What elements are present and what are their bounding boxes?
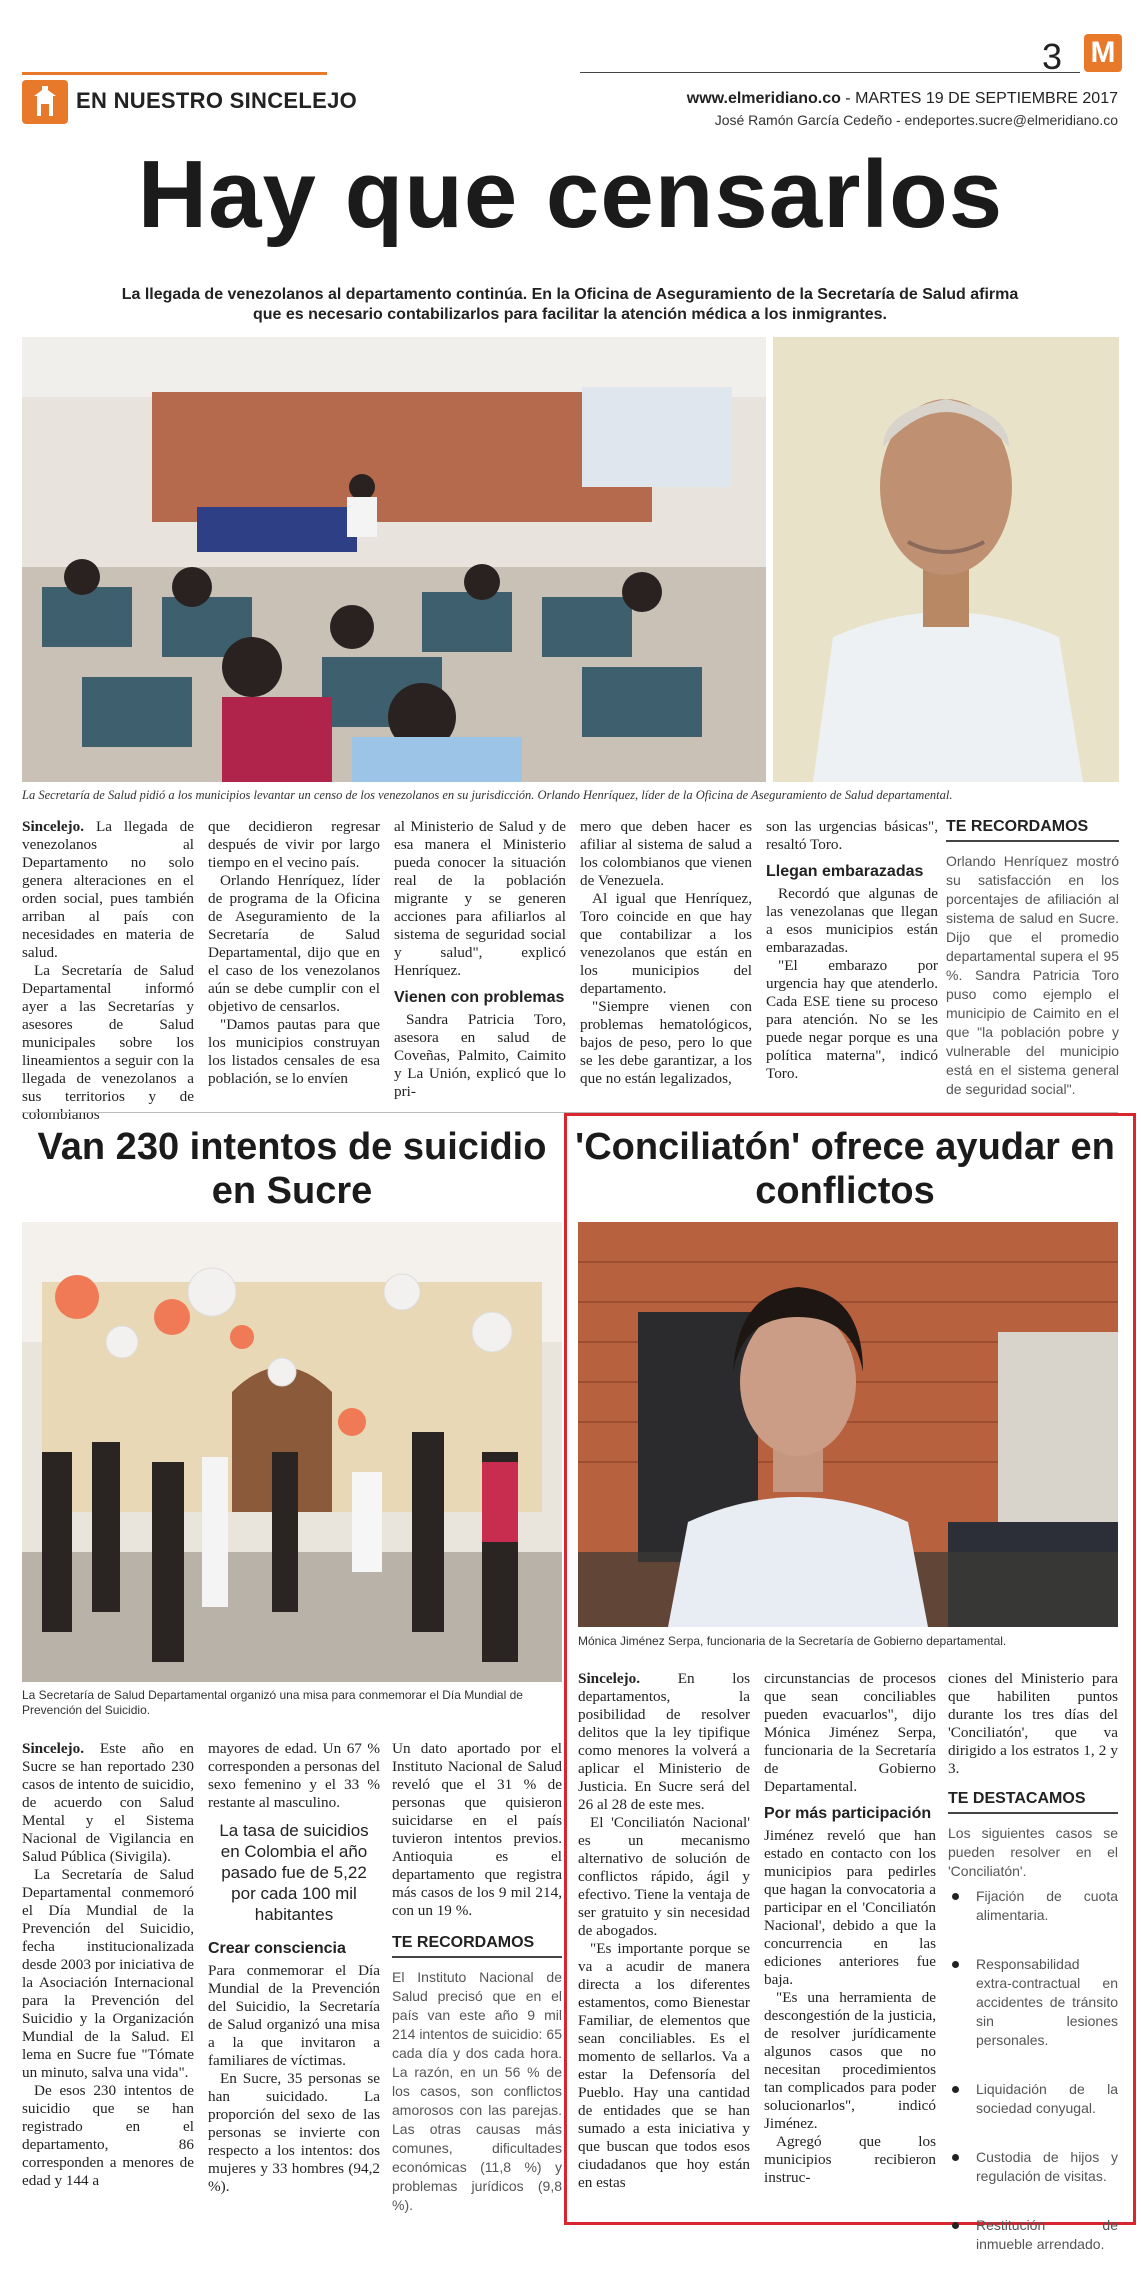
paragraph: mero que deben hacer es afiliar al sistema de salud a los colombianos que vienen de Venezuela. [580,818,752,889]
balloons-ceremony-photo [22,1222,562,1682]
header-rule [580,72,1080,73]
story1-sidebar-box [946,818,1119,1099]
paragraph: La llegada de venezolanos al Departamento no solo genera alteraciones en el orden social, pues también arriban al país con necesidades en materia de salud. [22,818,195,961]
paragraph: En los departamentos, la posibilidad de resolver delitos que la ley tipifique como menores la volverá a aplicar el Ministerio de Justicia. En Sucre será del 26 al 28 de este mes. [578,1670,750,1813]
paragraph: "Es una herramienta de descongestión de la justicia, de resolver jurídicamente algunos casos que no necesitan procedimientos tan complicados para poder solucionarlos", indicó Jiménez. [764,1989,936,2132]
story2-column-3 [392,1740,562,2215]
story3-column-2 [764,1670,936,2187]
paragraph: al Ministerio de Salud y de esa manera el Ministerio pueda conocer la situación real de la población migrante y se generen acciones para afiliarlos al sistema de seguridad social y salud", explicó Henríquez. [394,818,566,979]
paragraph: La Secretaría de Salud Departamental conmemoró el Día Mundial de la Prevención del Suicidio, fecha institucionalizada desde 2003 por iniciativa de la Asociación Internacional para la Prevención del Suicidio y la Organización Mundial de la Salud. El lema en Sucre fue "Tómate un minuto, salva una vida". [22,1866,194,2081]
story3-column-3 [948,1670,1118,2284]
box-title: TE RECORDAMOS [946,818,1119,842]
paragraph: Este año en Sucre se han reportado 230 casos de intento de suicidio, de acuerdo con Salud Mental y el Sistema Nacional de Vigilancia en Salud Pública (Sivigila). [22,1740,194,1865]
list-item: Responsabilidad extra-contractual en accidentes de tránsito sin lesiones personales. [948,1955,1118,2050]
box-body: Orlando Henríquez mostró su satisfacción en los porcentajes de afiliación al sistema de salud en Sucre. Dijo que el promedio departamental supera el 95 %. Sandra Patricia Toro puso como ejemplo el municipio de Caimito en el que "la población pobre y vulnerable del municipio está en el sistema general de seguridad social". [946,853,1119,1097]
paragraph: ciones del Ministerio para que habiliten puntos durante los tres días del 'Conciliatón', que va dirigido a los estratos 1, 2 y 3. [948,1670,1118,1777]
paragraph: "Es importante porque se va a acudir de manera directa a los diferentes estamentos, como Bienestar Familiar, de elementos que sean conciliables. Es el momento de sellarlos. Va a estar la Defensoría del Pueblo. Hay una cantidad de entidades que se han sumado a esta iniciativa y que buscan que todos esos ciudadanos que hoy están en estas [578,1940,750,2191]
subheading: Por más participación [764,1805,932,1822]
site-link[interactable]: www.elmeridiano.co [686,90,841,107]
story1-column-2 [208,818,380,1088]
story2-photo-caption: La Secretaría de Salud Departamental organizó una misa para conmemorar el Día Mundial de Prevención del Suicidio. [22,1688,523,1717]
story2-sidebar-box [392,1934,562,2215]
paragraph: Agregó que los municipios recibieron instruc- [764,2133,936,2186]
story1-column-1 [22,818,194,1124]
photo-caption: La Secretaría de Salud pidió a los municipios levantar un censo de los venezolanos en su jurisdicción. Orlando Henríquez, líder de la Oficina de Aseguramiento de Salud departamental. [22,788,953,802]
box-body: El Instituto Nacional de Salud precisó que en el país van este año 9 mil 214 intentos de suicidio: 65 cada día y dos cada hora. La razón, en un 56 % de los casos, son conflictos amorosos con las parejas. Las otras causas más comunes, dificultades económicas (11,8 %) y problemas jurídicos (9,8 %). [392,1969,562,2213]
paragraph: En Sucre, 35 personas se han suicidado. La proporción del sexo de las personas se invierte con respecto a los intentos: dos mujeres y 33 hombres (94,2 %). [208,2070,380,2195]
paragraph: Recordó que algunas de las venezolanas que llegan a esos municipios están embarazadas. [766,885,938,956]
paragraph: que decidieron regresar después de vivir por largo tiempo en el vecino país. [208,818,380,871]
dateline-lead: Sincelejo. [22,1740,85,1757]
story3-headline: 'Conciliatón' ofrece ayudar en conflictos [575,1126,1115,1212]
paragraph: son las urgencias básicas", resaltó Toro. [766,818,938,853]
meeting-room-photo [22,337,766,782]
page-number: 3 [1042,36,1063,77]
paragraph: "Siempre vienen con problemas hematológicos, bajos de peso, pero lo que se les debe garantizar, a los que no están legalizados, [580,998,752,1087]
story1-column-4 [580,818,752,1088]
office-portrait-photo [578,1222,1118,1627]
subheading: Llegan embarazadas [766,863,924,880]
paragraph: La Secretaría de Salud Departamental informó ayer a las Secretarías y asesores de Salud municipales sobre los lineamientos a seguir con la llegada de venezolanos a sus territorios y de colombianos [22,962,194,1123]
pull-quote: La tasa de suicidios en Colombia el año pasado fue de 5,22 por cada 100 mil habitantes [219,1821,369,1924]
list-item: Fijación de cuota alimentaria. [948,1887,1118,1925]
dateline-lead: Sincelejo. [22,818,85,835]
paragraph: Jiménez reveló que han estado en contacto con los municipios para pedirles que hagan la convocatoria a participar en el 'Conciliatón Nacional', debido a que la concurrencia en las ediciones anteriores fue baja. [764,1827,936,1988]
story3-sidebar-box [948,1790,1118,2254]
newspaper-logo: M [1084,34,1122,72]
byline: José Ramón García Cedeño - endeportes.sucre@elmeridiano.co [714,112,1118,128]
portrait-photo [773,337,1119,782]
story3-photo-caption: Mónica Jiménez Serpa, funcionaria de la Secretaría de Gobierno departamental. [578,1634,1007,1648]
dateline-lead: Sincelejo. [578,1670,641,1687]
box-title: TE DESTACAMOS [948,1790,1118,1814]
list-item: Custodia de hijos y regulación de visitas. [948,2148,1118,2186]
box-title: TE RECORDAMOS [392,1934,562,1958]
paragraph: Al igual que Henríquez, Toro coincide en que hay que contabilizar a los venezolanos que están en los municipios del departamento. [580,890,752,997]
main-headline: Hay que censarlos [137,141,1004,248]
story2-column-2 [208,1740,380,2196]
story1-column-5 [766,818,938,1083]
cases-list [948,1887,1118,2254]
section-label: EN NUESTRO SINCELEJO [76,88,358,113]
paragraph: De esos 230 intentos de suicidio que se han registrado en el departamento, 86 corresponden a menores de edad y 144 a [22,2082,194,2189]
building-icon [22,80,68,124]
box-intro: Los siguientes casos se pueden resolver en el 'Conciliatón'. [948,1825,1118,1879]
paragraph: mayores de edad. Un 67 % corresponden a personas del sexo femenino y el 33 % restante al masculino. [208,1740,380,1811]
subheading: Vienen con problemas [394,989,565,1006]
paragraph: circunstancias de procesos que sean conciliables pueden evacuarlos", dijo Mónica Jiménez Serpa, funcionaria de la Secretaría de Gobierno Departamental. [764,1670,936,1795]
story3-column-1 [578,1670,750,2192]
story1-column-3 [394,818,566,1101]
paragraph: El 'Conciliatón Nacional' es un mecanismo alternativo de solución de conflictos rápido, ágil y efectivo. Tiene la ventaja de ser gratuito y sin necesidad de abogados. [578,1814,750,1939]
paragraph: "Damos pautas para que los municipios construyan los listados censales de esa población, se lo envíen [208,1016,380,1087]
paragraph: "El embarazo por urgencia hay que atenderlo. Cada ESE tiene su proceso para atención. No se les puede negar porque es una política materna", indicó Toro. [766,957,938,1082]
list-item: Restitución de inmueble arrendado. [948,2216,1118,2254]
subheading: Crear consciencia [208,1940,346,1957]
dateline [687,90,1118,108]
story2-headline: Van 230 intentos de suicidio en Sucre [37,1126,547,1212]
date: - MARTES 19 DE SEPTIEMBRE 2017 [840,90,1118,107]
story2-column-1 [22,1740,194,2190]
paragraph: Orlando Henríquez, líder de programa de la Oficina de Aseguramiento de la Secretaría de Salud Departamental, dijo que en el caso de los venezolanos aún se debe cumplir con el objetivo de censarlos. [208,872,380,1015]
paragraph: Un dato aportado por el Instituto Nacional de Salud reveló que el 31 % de personas que quisieron suicidarse en el país tuvieron intentos previos. Antioquia es el departamento que registra más casos de los 9 mil 214, con un 19 %. [392,1740,562,1919]
paragraph: Sandra Patricia Toro, asesora en salud de Coveñas, Palmito, Caimito y La Unión, explicó que lo pri- [394,1011,566,1100]
paragraph: Para conmemorar el Día Mundial de la Prevención del Suicidio, la Secretaría de Salud organizó una misa a la que invitaron a familiares de víctimas. [208,1962,380,2069]
list-item: Liquidación de la sociedad conyugal. [948,2080,1118,2118]
main-deck: La llegada de venezolanos al departamento continúa. En la Oficina de Aseguramiento de la Secretaría de Salud afirma que es necesario contabilizarlos para facilitar la atención médica a los inmigrantes. [121,286,1019,323]
